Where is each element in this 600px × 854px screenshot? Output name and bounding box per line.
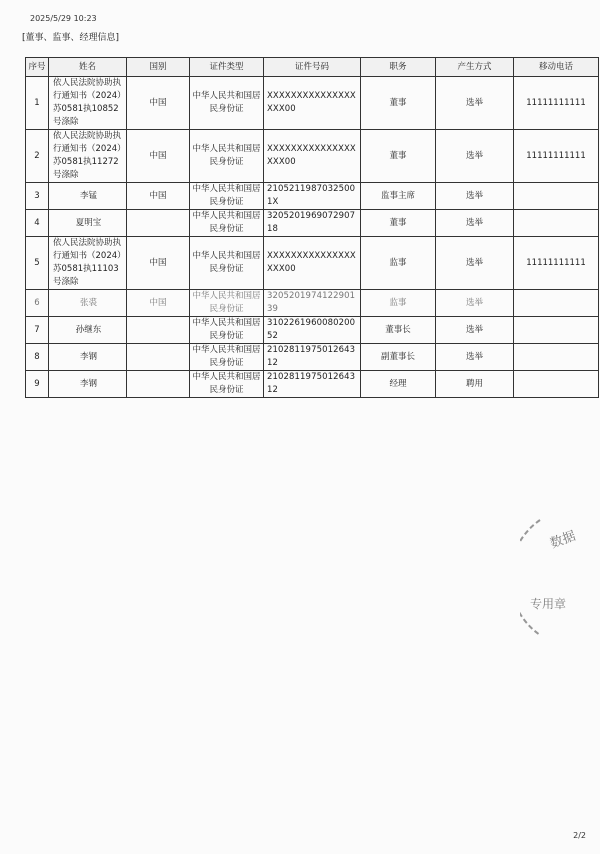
cell-id-type: 中华人民共和国居民身份证: [190, 183, 264, 210]
cell-id-number: 210281197501264312: [264, 344, 361, 371]
cell-name: 孙继东: [49, 317, 127, 344]
seal-text-bottom: 专用章: [530, 597, 567, 611]
cell-id-type: 中华人民共和国居民身份证: [190, 317, 264, 344]
cell-method: 选举: [436, 210, 514, 237]
cell-phone: 11111111111: [514, 130, 599, 183]
cell-no: 7: [26, 317, 49, 344]
cell-no: 2: [26, 130, 49, 183]
table-row: [26, 77, 599, 130]
cell-name: 李钢: [49, 371, 127, 398]
cell-position: 经理: [361, 371, 436, 398]
column-header-id-number: 证件号码: [264, 58, 361, 77]
cell-id-type: 中华人民共和国居民身份证: [190, 290, 264, 317]
page-number: 2/2: [573, 831, 586, 840]
cell-id-number: 310226196008020052: [264, 317, 361, 344]
cell-no: 9: [26, 371, 49, 398]
cell-country: [127, 317, 190, 344]
seal-text-top: 数据: [548, 528, 578, 552]
cell-id-number: XXXXXXXXXXXXXXXXXX00: [264, 130, 361, 183]
table-row: [26, 290, 599, 317]
cell-name: 夏明宝: [49, 210, 127, 237]
cell-method: 选举: [436, 130, 514, 183]
cell-phone: 11111111111: [514, 77, 599, 130]
cell-country: [127, 371, 190, 398]
cell-name: 依人民法院协助执行通知书（2024）苏0581执11272号涤除: [49, 130, 127, 183]
cell-phone: [514, 344, 599, 371]
cell-country: 中国: [127, 290, 190, 317]
cell-no: 5: [26, 237, 49, 290]
cell-position: 董事: [361, 77, 436, 130]
cell-phone: [514, 317, 599, 344]
cell-country: 中国: [127, 130, 190, 183]
column-header-method: 产生方式: [436, 58, 514, 77]
table-row: [26, 237, 599, 290]
cell-country: 中国: [127, 77, 190, 130]
cell-id-number: XXXXXXXXXXXXXXXXXX00: [264, 77, 361, 130]
cell-position: 副董事长: [361, 344, 436, 371]
column-header-id-type: 证件类型: [190, 58, 264, 77]
cell-method: 选举: [436, 317, 514, 344]
officers-table: [25, 57, 599, 398]
cell-id-number: 210281197501264312: [264, 371, 361, 398]
column-header-no: 序号: [26, 58, 49, 77]
cell-no: 8: [26, 344, 49, 371]
table-row: [26, 371, 599, 398]
cell-country: 中国: [127, 237, 190, 290]
cell-name: 依人民法院协助执行通知书（2024）苏0581执10852号涤除: [49, 77, 127, 130]
cell-method: 选举: [436, 77, 514, 130]
cell-method: 选举: [436, 290, 514, 317]
cell-phone: [514, 183, 599, 210]
table-row: [26, 183, 599, 210]
cell-no: 1: [26, 77, 49, 130]
cell-id-number: 320520196907290718: [264, 210, 361, 237]
table-row: [26, 317, 599, 344]
cell-id-type: 中华人民共和国居民身份证: [190, 371, 264, 398]
column-header-name: 姓名: [49, 58, 127, 77]
column-header-position: 职务: [361, 58, 436, 77]
column-header-phone: 移动电话: [514, 58, 599, 77]
cell-phone: [514, 371, 599, 398]
cell-no: 6: [26, 290, 49, 317]
cell-name: 李锰: [49, 183, 127, 210]
table-header-row: [26, 58, 599, 77]
cell-country: 中国: [127, 183, 190, 210]
cell-phone: [514, 290, 599, 317]
cell-name: 依人民法院协助执行通知书（2024）苏0581执11103号涤除: [49, 237, 127, 290]
cell-method: 选举: [436, 183, 514, 210]
cell-name: 张裘: [49, 290, 127, 317]
cell-id-type: 中华人民共和国居民身份证: [190, 237, 264, 290]
cell-id-type: 中华人民共和国居民身份证: [190, 344, 264, 371]
cell-method: 选举: [436, 344, 514, 371]
cell-phone: [514, 210, 599, 237]
cell-id-number: 320520197412290139: [264, 290, 361, 317]
cell-id-number: 21052119870325001X: [264, 183, 361, 210]
table-row: [26, 130, 599, 183]
cell-position: 董事: [361, 130, 436, 183]
cell-method: 聘用: [436, 371, 514, 398]
cell-position: 监事主席: [361, 183, 436, 210]
cell-no: 4: [26, 210, 49, 237]
cell-country: [127, 344, 190, 371]
cell-position: 监事: [361, 290, 436, 317]
cell-position: 监事: [361, 237, 436, 290]
cell-phone: 11111111111: [514, 237, 599, 290]
section-title: [董事、监事、经理信息]: [22, 33, 120, 43]
table-row: [26, 210, 599, 237]
timestamp: 2025/5/29 10:23: [30, 14, 97, 23]
official-seal: [520, 510, 600, 650]
cell-no: 3: [26, 183, 49, 210]
cell-id-type: 中华人民共和国居民身份证: [190, 77, 264, 130]
seal-ring-arc: [520, 520, 540, 635]
cell-method: 选举: [436, 237, 514, 290]
cell-id-type: 中华人民共和国居民身份证: [190, 210, 264, 237]
cell-country: [127, 210, 190, 237]
cell-id-number: XXXXXXXXXXXXXXXXXX00: [264, 237, 361, 290]
cell-id-type: 中华人民共和国居民身份证: [190, 130, 264, 183]
cell-position: 董事: [361, 210, 436, 237]
table-row: [26, 344, 599, 371]
column-header-country: 国别: [127, 58, 190, 77]
cell-name: 李钢: [49, 344, 127, 371]
cell-position: 董事长: [361, 317, 436, 344]
